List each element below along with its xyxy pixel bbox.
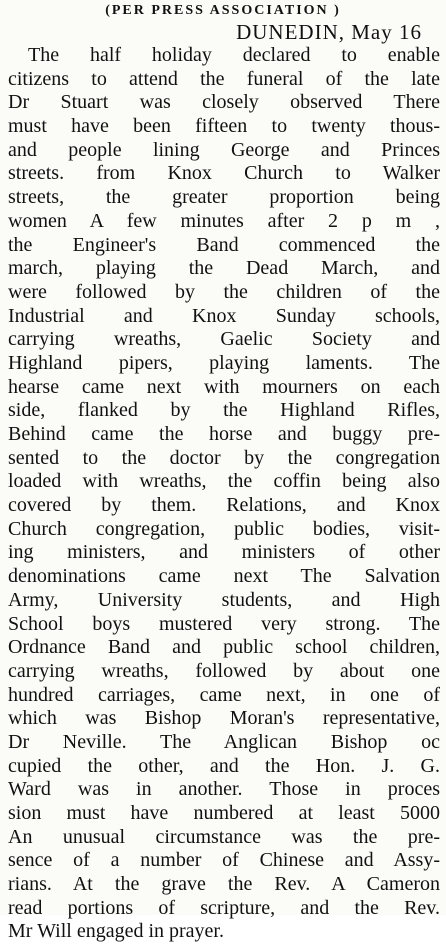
article-line: which was Bishop Moran's representative, bbox=[8, 707, 440, 730]
article-line: Industrial and Knox Sunday schools, bbox=[8, 304, 440, 327]
article-line: Behind came the horse and buggy pre- bbox=[8, 423, 440, 445]
article-line: the Engineer's Band commenced the bbox=[8, 233, 440, 256]
article-line: Church congregation, public bodies, visit- bbox=[8, 517, 440, 540]
article-line: Dr Stuart was closely observed There bbox=[8, 91, 440, 114]
article-line: side, flanked by the Highland Rifles, bbox=[8, 399, 440, 422]
article-line: School boys mustered very strong. The bbox=[8, 612, 440, 635]
article-line: covered by them. Relations, and Knox bbox=[8, 494, 440, 517]
article-line: streets. from Knox Church to Walker bbox=[8, 162, 440, 185]
article-line: ing ministers, and ministers of other bbox=[8, 541, 440, 564]
article-line: carrying wreaths, Gaelic Society and bbox=[8, 328, 440, 351]
article-line: loaded with wreaths, the coffin being also bbox=[8, 470, 440, 493]
article-line: The half holiday declared to enable bbox=[28, 44, 440, 66]
article-line: women A few minutes after 2 p m , bbox=[8, 209, 440, 232]
article-line: streets, the greater proportion being bbox=[8, 186, 440, 209]
article-body bbox=[8, 44, 440, 944]
article-line: Mr Will engaged in prayer. bbox=[8, 920, 224, 943]
article-line: sented to the doctor by the congregation bbox=[8, 446, 440, 469]
article-line: carrying wreaths, followed by about one bbox=[8, 659, 440, 682]
article-line: Army, University students, and High bbox=[8, 588, 440, 611]
article-line: citizens to attend the funeral of the late bbox=[8, 67, 440, 90]
article-line: read portions of scripture, and the Rev. bbox=[8, 896, 440, 919]
article-line: rians. At the grave the Rev. A Cameron bbox=[8, 873, 440, 896]
article-line: Ordnance Band and public school children, bbox=[8, 636, 440, 659]
article-line: must have been fifteen to twenty thous- bbox=[8, 115, 440, 138]
article-line: An unusual circumstance was the pre- bbox=[8, 825, 440, 848]
article-line: cupied the other, and the Hon. J. G. bbox=[8, 754, 440, 777]
article-line: Highland pipers, playing laments. The bbox=[8, 351, 440, 374]
dateline: DUNEDIN, May 16 bbox=[236, 20, 422, 44]
article-line: Dr Neville. The Anglican Bishop oc bbox=[8, 730, 440, 753]
article-line: denominations came next The Salvation bbox=[8, 565, 440, 588]
article-line: Ward was in another. Those in proces bbox=[8, 778, 440, 801]
source-credit: (PER PRESS ASSOCIATION ) bbox=[105, 3, 341, 18]
article-line: were followed by the children of the bbox=[8, 280, 440, 303]
article-line: hearse came next with mourners on each bbox=[8, 375, 440, 398]
article-line: and people lining George and Princes bbox=[8, 138, 440, 161]
article-line: sion must have numbered at least 5000 bbox=[8, 802, 440, 824]
article-line: march, playing the Dead March, and bbox=[8, 257, 440, 280]
article-line: hundred carriages, came next, in one of bbox=[8, 683, 440, 706]
article-line: sence of a number of Chinese and Assy- bbox=[8, 849, 440, 872]
